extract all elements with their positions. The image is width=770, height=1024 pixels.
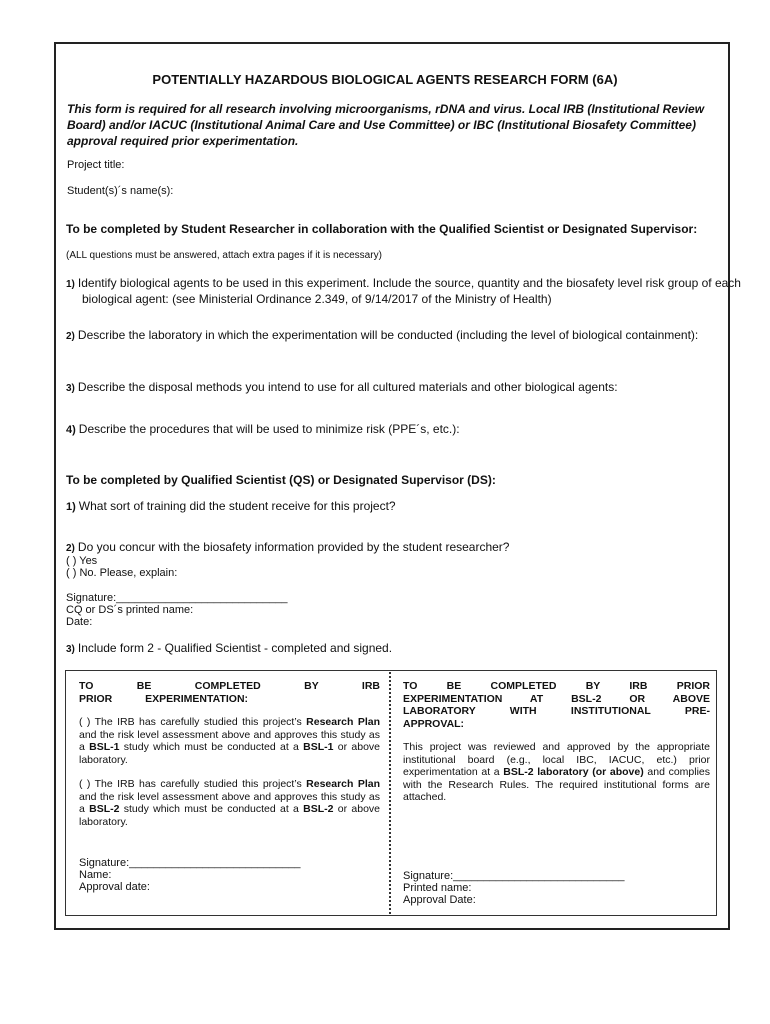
concur-no-option[interactable]: ( ) No. Please, explain: — [66, 567, 178, 579]
irb-right-date-label: Approval Date: — [403, 894, 476, 906]
option-text: or above laboratory. — [79, 803, 381, 828]
student-question-4 — [66, 422, 726, 438]
question-number: 3) — [66, 644, 75, 655]
option-bold: BSL-1 — [303, 741, 334, 753]
question-number: 2) — [66, 543, 75, 554]
option-text: study which must be conducted at a — [119, 803, 304, 815]
question-text: Do you concur with the biosafety information provided by the student researcher? — [77, 540, 510, 554]
qs-date-label: Date: — [66, 616, 93, 628]
question-number: 1) — [66, 279, 75, 290]
question-text: Describe the procedures that will be used to minimize risk (PPE´s, etc.): — [78, 422, 460, 436]
option-text: and the risk level assessment above and approves this study as a — [79, 790, 380, 815]
irb-right-column — [403, 680, 710, 804]
qs-printed-name-label: CQ or DS´s printed name: — [66, 604, 194, 616]
student-question-3 — [66, 380, 726, 396]
irb-right-signature-line[interactable]: Signature:____________________________ — [403, 870, 625, 882]
option-text: or above laboratory. — [79, 741, 381, 766]
irb-box-divider — [389, 672, 391, 914]
question-text: Identify biological agents to be used in this experiment. Include the source, quantity and the biosafety level risk group of each biological agent: (see Ministerial Ordinance 2.349, of 9/14/2017 of the Ministry of Health) — [77, 276, 741, 306]
irb-option-bsl2[interactable] — [79, 778, 380, 828]
qs-question-2 — [66, 540, 726, 556]
irb-left-heading: TO BE COMPLETED BY IRB PRIOR EXPERIMENTATION: — [79, 680, 380, 705]
option-bold: Research Plan — [306, 778, 380, 790]
option-text: ( ) The IRB has carefully studied this project’s — [79, 716, 307, 728]
student-question-1 — [66, 276, 742, 307]
question-text: Describe the disposal methods you intend to use for all cultured materials and other biological agents: — [77, 380, 618, 394]
project-title-label: Project title: — [67, 159, 125, 171]
option-bold: BSL-2 — [89, 803, 120, 815]
statement-bold: BSL-2 laboratory (or above) — [503, 766, 644, 778]
irb-left-name-label: Name: — [79, 869, 112, 881]
statement-text: and complies with the Research Rules. The required institutional forms are attached. — [403, 766, 710, 803]
question-text: Describe the laboratory in which the experimentation will be conducted (including the level of biological containment): — [77, 328, 699, 342]
irb-right-name-label: Printed name: — [403, 882, 472, 894]
irb-right-statement — [403, 741, 710, 804]
option-bold: BSL-1 — [89, 741, 120, 753]
question-number: 1) — [66, 501, 76, 513]
student-section-note: (ALL questions must be answered, attach extra pages if it is necessary) — [66, 250, 382, 261]
statement-text: This project was reviewed and approved by the appropriate institutional board (e.g., local IBC, IACUC, etc.) prior experimentation at a — [403, 741, 710, 778]
irb-right-heading: TO BE COMPLETED BY IRB PRIOR EXPERIMENTATION AT BSL-2 OR ABOVE LABORATORY WITH INSTITUTIONAL PRE-APPROVAL: — [403, 680, 710, 730]
question-text: Include form 2 - Qualified Scientist - completed and signed. — [77, 641, 393, 655]
question-text: What sort of training did the student receive for this project? — [78, 499, 396, 513]
student-section-heading: To be completed by Student Researcher in collaboration with the Qualified Scientist or Designated Supervisor: — [66, 222, 698, 236]
irb-left-column — [79, 680, 380, 828]
option-text: ( ) The IRB has carefully studied this project’s — [79, 778, 307, 790]
form-title: POTENTIALLY HAZARDOUS BIOLOGICAL AGENTS RESEARCH FORM (6A) — [152, 72, 618, 87]
qs-question-1 — [66, 499, 726, 515]
option-bold: BSL-2 — [303, 803, 334, 815]
option-text: and the risk level assessment above and approves this study as a — [79, 728, 380, 753]
irb-left-signature-line[interactable]: Signature:____________________________ — [79, 857, 301, 869]
question-number: 2) — [66, 331, 75, 342]
form-intro: This form is required for all research involving microorganisms, rDNA and virus. Local IRB (Institutional Review Board) and/or IACUC (Institutional Animal Care and Use Committee) or IBC (Institutional Biosafety Committee) approval required prior experimentation. — [67, 102, 705, 148]
irb-option-bsl1[interactable] — [79, 716, 380, 766]
option-text: study which must be conducted at a — [119, 741, 304, 753]
irb-left-date-label: Approval date: — [79, 881, 150, 893]
question-number: 4) — [66, 424, 76, 436]
student-question-2 — [66, 328, 742, 344]
option-bold: Research Plan — [306, 716, 380, 728]
qs-section-heading: To be completed by Qualified Scientist (QS) or Designated Supervisor (DS): — [66, 473, 496, 487]
question-number: 3) — [66, 383, 75, 394]
qs-question-3 — [66, 641, 726, 657]
student-names-label: Student(s)´s name(s): — [67, 185, 174, 197]
concur-yes-option[interactable]: ( ) Yes — [66, 555, 98, 567]
qs-signature-line[interactable]: Signature:____________________________ — [66, 592, 288, 604]
